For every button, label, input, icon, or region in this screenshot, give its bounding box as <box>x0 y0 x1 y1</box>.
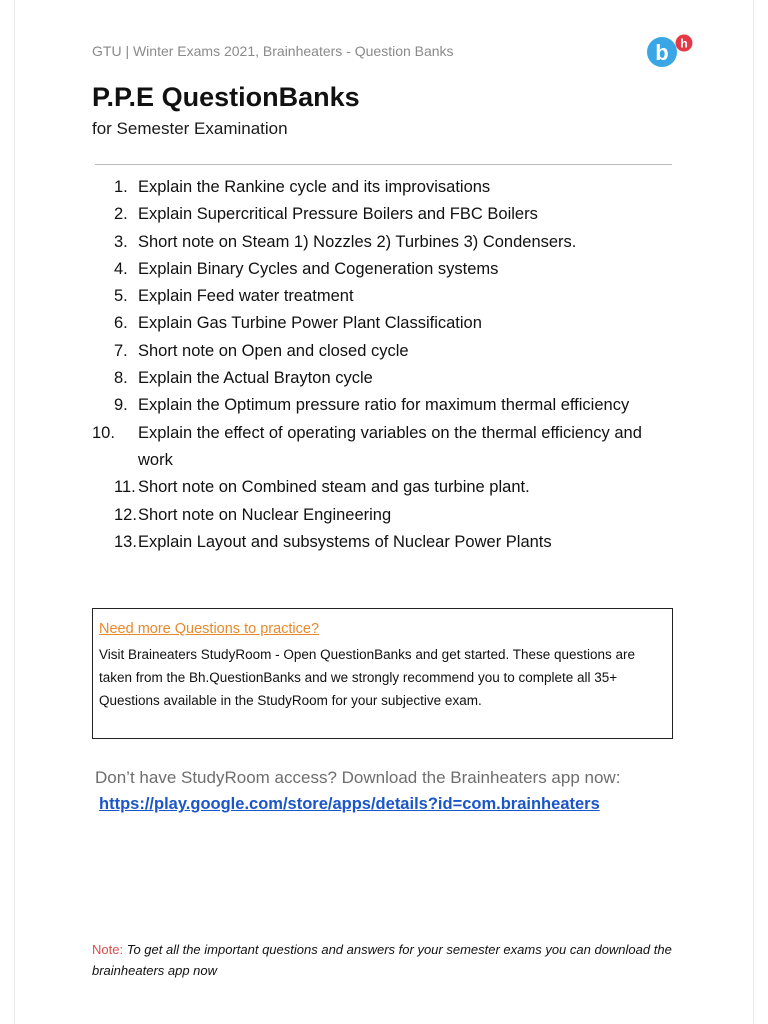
question-text: Explain Layout and subsystems of Nuclear Power Plants <box>138 532 552 551</box>
question-number: 11. <box>114 478 136 497</box>
list-item <box>92 474 652 501</box>
page-edge-left <box>14 0 15 1024</box>
question-number: 6. <box>114 314 128 333</box>
question-text: Explain Feed water treatment <box>138 287 354 306</box>
list-item <box>92 310 652 337</box>
page-subtitle: for Semester Examination <box>92 119 288 138</box>
play-store-link[interactable]: https://play.google.com/store/apps/details?id=com.brainheaters <box>99 795 600 813</box>
studyroom-callout-box <box>92 608 673 739</box>
download-prompt: Don’t have StudyRoom access? Download the Brainheaters app now: <box>95 768 621 787</box>
list-item <box>92 201 652 228</box>
callout-heading-link[interactable]: Need more Questions to practice? <box>99 621 320 637</box>
question-number: 1. <box>114 178 128 196</box>
brainheaters-logo-icon <box>646 33 696 69</box>
question-text: Short note on Steam 1) Nozzles 2) Turbines 3) Condensers. <box>138 232 577 251</box>
question-number: 3. <box>114 232 128 251</box>
callout-body: Visit Braineaters StudyRoom - Open QuestionBanks and get started. These questions are taken from the Bh.QuestionBanks and we strongly recommend you to complete all 35+ Questions available in the StudyRoom for your subjective exam. <box>99 647 636 708</box>
question-number: 7. <box>114 341 128 360</box>
question-text: Explain Supercritical Pressure Boilers and FBC Boilers <box>138 205 538 224</box>
question-number: 2. <box>114 205 128 224</box>
question-number: 10. <box>92 423 115 442</box>
list-item <box>92 420 652 475</box>
header-text: GTU | Winter Exams 2021, Brainheaters - Question Banks <box>92 43 454 59</box>
question-text: Explain the Actual Brayton cycle <box>138 369 373 388</box>
footer-note <box>92 939 692 981</box>
svg-text:h: h <box>680 36 688 51</box>
divider <box>95 164 672 165</box>
list-item <box>92 174 652 201</box>
question-text: Explain Binary Cycles and Cogeneration systems <box>138 259 499 278</box>
question-text: Short note on Open and closed cycle <box>138 341 409 360</box>
svg-text:b: b <box>655 40 669 65</box>
page-title: P.P.E QuestionBanks <box>92 82 360 112</box>
list-item <box>92 392 652 419</box>
question-number: 9. <box>114 396 128 415</box>
list-item <box>92 338 652 365</box>
list-item <box>92 229 652 256</box>
question-number: 12. <box>114 505 137 524</box>
list-item <box>92 256 652 283</box>
question-number: 8. <box>114 369 128 388</box>
question-text: Explain the Optimum pressure ratio for maximum thermal efficiency <box>138 396 630 415</box>
question-text: Short note on Combined steam and gas turbine plant. <box>138 478 530 497</box>
note-text: To get all the important questions and answers for your semester exams you can download the brainheaters app now <box>92 942 672 978</box>
question-number: 4. <box>114 259 128 278</box>
note-label: Note: <box>92 942 124 957</box>
list-item <box>92 502 652 529</box>
question-text: Explain Gas Turbine Power Plant Classification <box>138 314 482 333</box>
question-text: Explain the Rankine cycle and its improvisations <box>138 178 491 196</box>
page-edge-right <box>753 0 754 1024</box>
list-item <box>92 283 652 310</box>
question-list <box>92 174 652 556</box>
question-number: 13. <box>114 532 137 551</box>
list-item <box>92 529 652 556</box>
list-item <box>92 365 652 392</box>
question-number: 5. <box>114 287 128 306</box>
question-text: Short note on Nuclear Engineering <box>138 505 392 524</box>
question-text: Explain the effect of operating variables on the thermal efficiency and work <box>138 423 642 469</box>
